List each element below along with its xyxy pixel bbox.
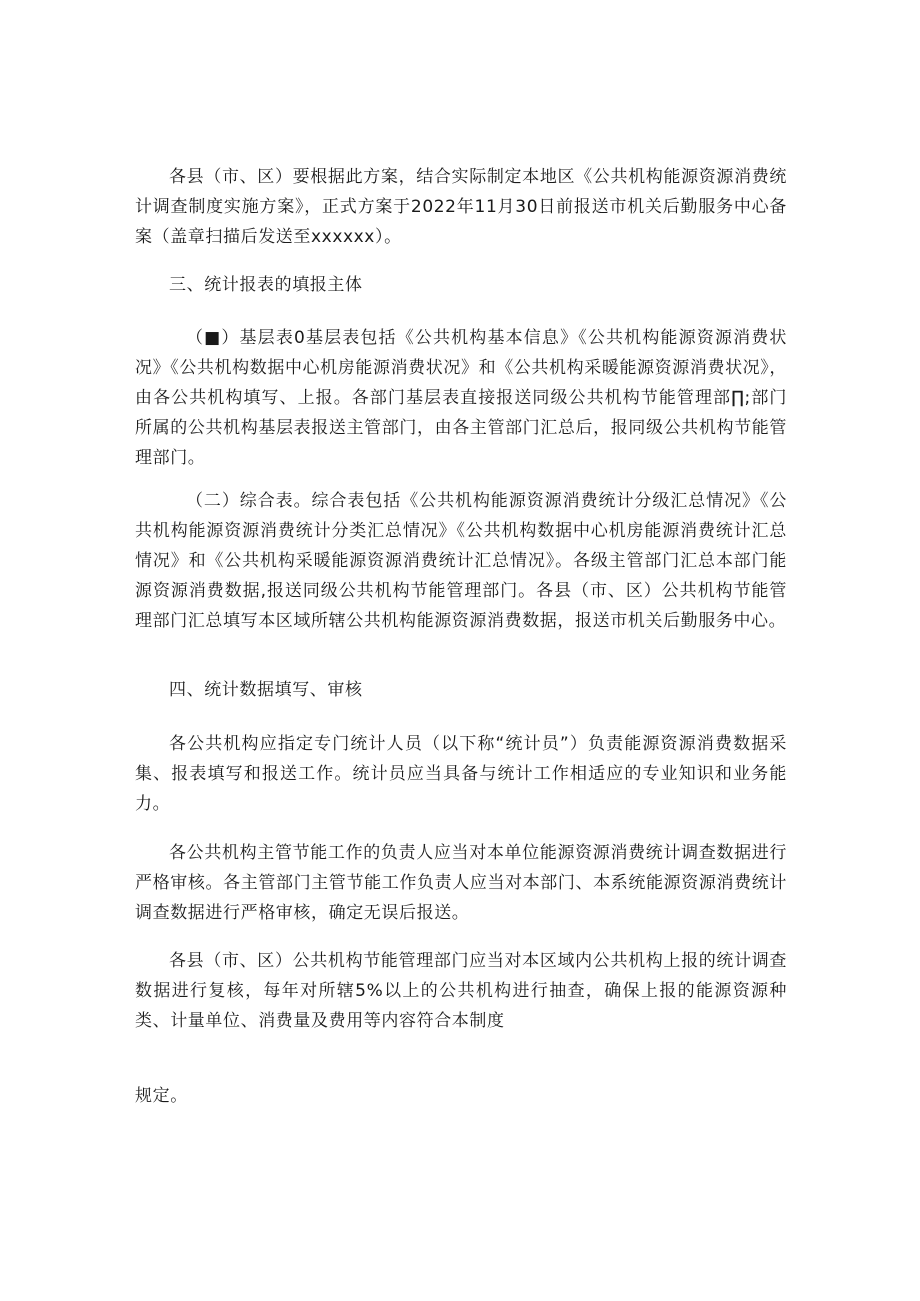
paragraph-base-tables: （■）基层表0基层表包括《公共机构基本信息》《公共机构能源资源消费状况》《公共机构数据中心机房能源消费状况》和《公共机构采暖能源资源消费状况》，由各公共机构填写、上报。各部门基层表直接报送同级公共机构节能管理部∏;部门所属的公共机构基层表报送主管部门，由各主管部门汇总后，报同级公共机构节能管理部门。 — [135, 328, 787, 468]
section-heading-reporting-entities: 三、统计报表的填报主体 — [169, 275, 363, 295]
paragraph-review-responsibility: 各公共机构主管节能工作的负责人应当对本单位能源资源消费统计调查数据进行严格审核。各主管部门主管节能工作负责人应当对本部门、本系统能源资源消费统计调查数据进行严格审核，确定无误后报送。 — [135, 843, 787, 923]
paragraph-summary-tables: （二）综合表。综合表包括《公共机构能源资源消费统计分级汇总情况》《公共机构能源资源消费统计分类汇总情况》《公共机构数据中心机房能源消费统计汇总情况》和《公共机构采暖能源资源消费统计汇总情况》。各级主管部门汇总本部门能源资源消费数据,报送同级公共机构节能管理部门。各县（市、区）公共机构节能管理部门汇总填写本区域所辖公共机构能源资源消费数据，报送市机关后勤服务中心。 — [135, 491, 787, 631]
paragraph-statisticians: 各公共机构应指定专门统计人员（以下称“统计员”）负责能源资源消费数据采集、报表填写和报送工作。统计员应当具备与统计工作相适应的专业知识和业务能力。 — [135, 734, 787, 814]
paragraph-implementation-plan: 各县（市、区）要根据此方案，结合实际制定本地区《公共机构能源资源消费统计调查制度实施方案》，正式方案于2022年11月30日前报送市机关后勤服务中心备案（盖章扫描后发送至xxxxxx）。 — [135, 167, 787, 247]
section-heading-data-review: 四、统计数据填写、审核 — [169, 680, 363, 700]
paragraph-county-verification: 各县（市、区）公共机构节能管理部门应当对本区域内公共机构上报的统计调查数据进行复核，每年对所辖5%以上的公共机构进行抽查，确保上报的能源资源种类、计量单位、消费量及费用等内容符合本制度 — [135, 951, 787, 1031]
paragraph-tail-provision: 规定。 — [135, 1086, 188, 1106]
